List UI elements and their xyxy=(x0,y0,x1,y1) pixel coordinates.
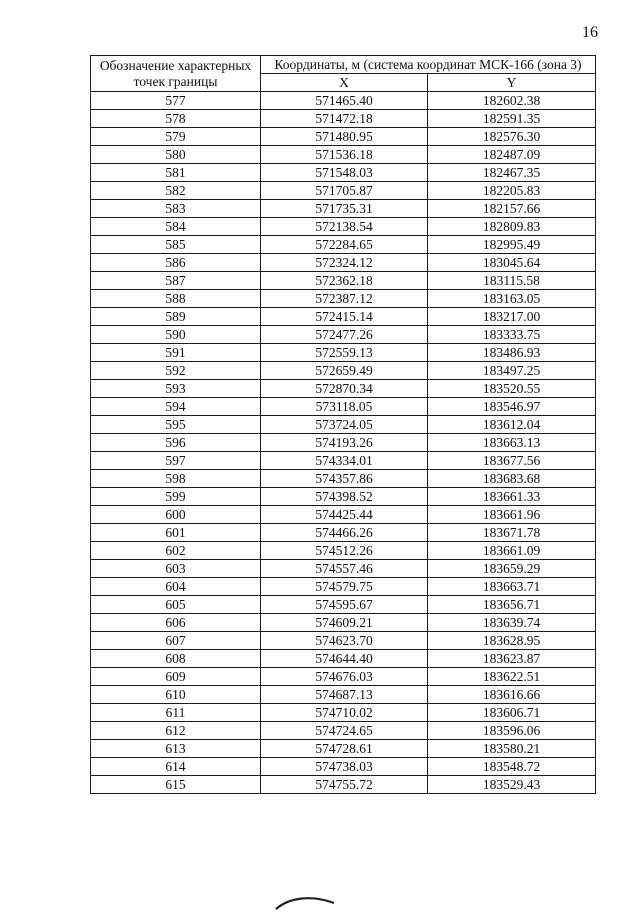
y-cell: 183656.71 xyxy=(428,596,596,614)
y-cell: 183333.75 xyxy=(428,326,596,344)
table-row xyxy=(91,416,596,434)
point-id-cell: 580 xyxy=(91,146,261,164)
point-id-cell: 615 xyxy=(91,776,261,794)
y-cell: 183639.74 xyxy=(428,614,596,632)
table-row xyxy=(91,218,596,236)
x-cell: 574557.46 xyxy=(261,560,428,578)
x-cell: 572477.26 xyxy=(261,326,428,344)
point-id-cell: 597 xyxy=(91,452,261,470)
x-cell: 574724.65 xyxy=(261,722,428,740)
point-id-cell: 612 xyxy=(91,722,261,740)
x-cell: 574334.01 xyxy=(261,452,428,470)
point-id-cell: 591 xyxy=(91,344,261,362)
table-row xyxy=(91,632,596,650)
y-cell: 183520.55 xyxy=(428,380,596,398)
y-cell: 183546.97 xyxy=(428,398,596,416)
x-cell: 574710.02 xyxy=(261,704,428,722)
point-id-cell: 604 xyxy=(91,578,261,596)
y-cell: 183616.66 xyxy=(428,686,596,704)
point-id-cell: 589 xyxy=(91,308,261,326)
y-cell: 183677.56 xyxy=(428,452,596,470)
x-cell: 571705.87 xyxy=(261,182,428,200)
y-cell: 183529.43 xyxy=(428,776,596,794)
table-row xyxy=(91,308,596,326)
table-row xyxy=(91,290,596,308)
table-row xyxy=(91,488,596,506)
point-id-cell: 601 xyxy=(91,524,261,542)
table-row xyxy=(91,578,596,596)
x-cell: 574466.26 xyxy=(261,524,428,542)
y-cell: 183163.05 xyxy=(428,290,596,308)
x-cell: 572659.49 xyxy=(261,362,428,380)
point-id-cell: 586 xyxy=(91,254,261,272)
table-row xyxy=(91,740,596,758)
point-id-cell: 610 xyxy=(91,686,261,704)
x-cell: 573118.05 xyxy=(261,398,428,416)
table-row xyxy=(91,236,596,254)
x-cell: 574193.26 xyxy=(261,434,428,452)
x-cell: 572362.18 xyxy=(261,272,428,290)
table-row xyxy=(91,524,596,542)
y-cell: 183623.87 xyxy=(428,650,596,668)
point-id-cell: 596 xyxy=(91,434,261,452)
x-cell: 572387.12 xyxy=(261,290,428,308)
table-row xyxy=(91,596,596,614)
x-cell: 574512.26 xyxy=(261,542,428,560)
table-row xyxy=(91,758,596,776)
x-cell: 574738.03 xyxy=(261,758,428,776)
point-id-cell: 600 xyxy=(91,506,261,524)
x-cell: 574595.67 xyxy=(261,596,428,614)
y-cell: 182157.66 xyxy=(428,200,596,218)
y-cell: 183663.13 xyxy=(428,434,596,452)
x-cell: 572284.65 xyxy=(261,236,428,254)
x-cell: 571472.18 xyxy=(261,110,428,128)
x-cell: 574676.03 xyxy=(261,668,428,686)
table-row xyxy=(91,326,596,344)
x-cell: 574755.72 xyxy=(261,776,428,794)
x-cell: 571735.31 xyxy=(261,200,428,218)
point-id-cell: 602 xyxy=(91,542,261,560)
x-cell: 571465.40 xyxy=(261,92,428,110)
y-cell: 182487.09 xyxy=(428,146,596,164)
point-id-cell: 593 xyxy=(91,380,261,398)
x-cell: 574579.75 xyxy=(261,578,428,596)
point-id-cell: 594 xyxy=(91,398,261,416)
table-row xyxy=(91,344,596,362)
y-cell: 182576.30 xyxy=(428,128,596,146)
y-cell: 183486.93 xyxy=(428,344,596,362)
table-row xyxy=(91,506,596,524)
table-row xyxy=(91,128,596,146)
y-cell: 183683.68 xyxy=(428,470,596,488)
point-id-cell: 588 xyxy=(91,290,261,308)
y-cell: 183596.06 xyxy=(428,722,596,740)
y-cell: 183659.29 xyxy=(428,560,596,578)
point-id-cell: 577 xyxy=(91,92,261,110)
y-cell: 183661.09 xyxy=(428,542,596,560)
header-point-designation: Обозначение характерных точек границы xyxy=(91,56,261,92)
table-row xyxy=(91,398,596,416)
point-id-cell: 582 xyxy=(91,182,261,200)
table-row xyxy=(91,362,596,380)
x-cell: 572324.12 xyxy=(261,254,428,272)
point-id-cell: 611 xyxy=(91,704,261,722)
point-id-cell: 614 xyxy=(91,758,261,776)
point-id-cell: 598 xyxy=(91,470,261,488)
x-cell: 571536.18 xyxy=(261,146,428,164)
x-cell: 571548.03 xyxy=(261,164,428,182)
table-row xyxy=(91,542,596,560)
x-cell: 574728.61 xyxy=(261,740,428,758)
x-cell: 573724.05 xyxy=(261,416,428,434)
y-cell: 182205.83 xyxy=(428,182,596,200)
table-row xyxy=(91,776,596,794)
point-id-cell: 606 xyxy=(91,614,261,632)
point-id-cell: 595 xyxy=(91,416,261,434)
x-cell: 574425.44 xyxy=(261,506,428,524)
table-row xyxy=(91,434,596,452)
y-cell: 183606.71 xyxy=(428,704,596,722)
y-cell: 183580.21 xyxy=(428,740,596,758)
x-cell: 574687.13 xyxy=(261,686,428,704)
point-id-cell: 583 xyxy=(91,200,261,218)
table-row xyxy=(91,560,596,578)
x-cell: 574357.86 xyxy=(261,470,428,488)
y-cell: 183661.96 xyxy=(428,506,596,524)
point-id-cell: 585 xyxy=(91,236,261,254)
table-row xyxy=(91,668,596,686)
point-id-cell: 581 xyxy=(91,164,261,182)
x-cell: 574644.40 xyxy=(261,650,428,668)
y-cell: 183661.33 xyxy=(428,488,596,506)
table-row xyxy=(91,146,596,164)
point-id-cell: 578 xyxy=(91,110,261,128)
y-cell: 183115.58 xyxy=(428,272,596,290)
point-id-cell: 584 xyxy=(91,218,261,236)
point-id-cell: 605 xyxy=(91,596,261,614)
table-row xyxy=(91,254,596,272)
x-cell: 574398.52 xyxy=(261,488,428,506)
point-id-cell: 587 xyxy=(91,272,261,290)
table-row xyxy=(91,164,596,182)
y-cell: 183663.71 xyxy=(428,578,596,596)
y-cell: 183045.64 xyxy=(428,254,596,272)
y-cell: 182995.49 xyxy=(428,236,596,254)
table-row xyxy=(91,92,596,110)
y-cell: 182467.35 xyxy=(428,164,596,182)
y-cell: 183497.25 xyxy=(428,362,596,380)
x-cell: 571480.95 xyxy=(261,128,428,146)
y-cell: 182591.35 xyxy=(428,110,596,128)
point-id-cell: 607 xyxy=(91,632,261,650)
point-id-cell: 590 xyxy=(91,326,261,344)
page-number: 16 xyxy=(582,24,598,41)
point-id-cell: 599 xyxy=(91,488,261,506)
y-cell: 182602.38 xyxy=(428,92,596,110)
signature-stroke xyxy=(272,893,342,913)
table-row xyxy=(91,686,596,704)
x-cell: 572870.34 xyxy=(261,380,428,398)
table-row xyxy=(91,182,596,200)
x-cell: 574623.70 xyxy=(261,632,428,650)
y-cell: 183217.00 xyxy=(428,308,596,326)
table-row xyxy=(91,470,596,488)
table-row xyxy=(91,722,596,740)
point-id-cell: 592 xyxy=(91,362,261,380)
header-coordinates: Координаты, м (система координат МСК-166 (зона 3) xyxy=(261,56,596,74)
x-cell: 574609.21 xyxy=(261,614,428,632)
coordinates-table xyxy=(90,55,596,794)
point-id-cell: 608 xyxy=(91,650,261,668)
y-cell: 183628.95 xyxy=(428,632,596,650)
table-row xyxy=(91,650,596,668)
y-cell: 182809.83 xyxy=(428,218,596,236)
y-cell: 183671.78 xyxy=(428,524,596,542)
table-row xyxy=(91,200,596,218)
x-cell: 572415.14 xyxy=(261,308,428,326)
table-row xyxy=(91,272,596,290)
header-y: Y xyxy=(428,74,596,92)
y-cell: 183612.04 xyxy=(428,416,596,434)
point-id-cell: 613 xyxy=(91,740,261,758)
table-row xyxy=(91,452,596,470)
y-cell: 183622.51 xyxy=(428,668,596,686)
point-id-cell: 603 xyxy=(91,560,261,578)
table-row xyxy=(91,110,596,128)
y-cell: 183548.72 xyxy=(428,758,596,776)
x-cell: 572138.54 xyxy=(261,218,428,236)
point-id-cell: 579 xyxy=(91,128,261,146)
point-id-cell: 609 xyxy=(91,668,261,686)
table-row xyxy=(91,380,596,398)
table-row xyxy=(91,614,596,632)
table-body xyxy=(91,92,596,794)
x-cell: 572559.13 xyxy=(261,344,428,362)
header-x: X xyxy=(261,74,428,92)
table-row xyxy=(91,704,596,722)
